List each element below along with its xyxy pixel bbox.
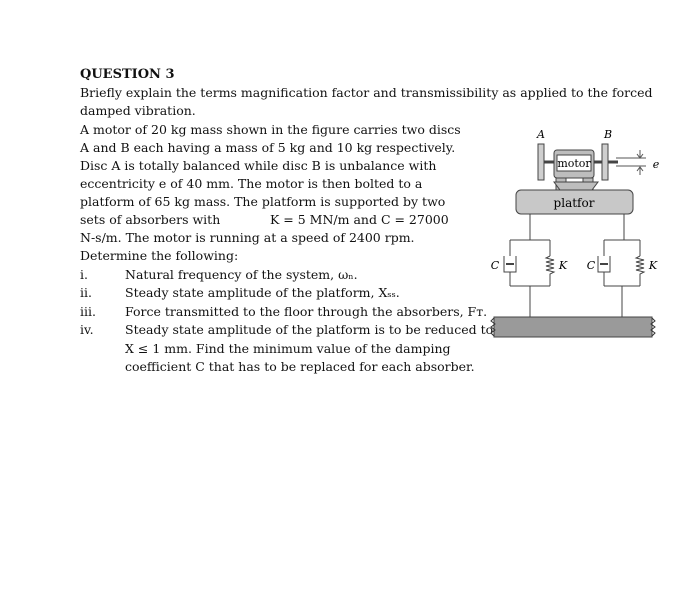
- item-4-text-2: X ≤ 1 mm. Find the minimum value of the damping: [125, 341, 451, 356]
- item-4-number: iv.: [80, 322, 94, 337]
- body-line-1: A motor of 20 kg mass shown in the figure carries two discs: [80, 122, 461, 137]
- item-4-text-1: Steady state amplitude of the platform is to be reduced to: [125, 322, 494, 337]
- item-2-text: Steady state amplitude of the platform, Xₛₛ.: [125, 285, 400, 300]
- body-line-5: platform of 65 kg mass. The platform is supported by two: [80, 194, 446, 209]
- item-2-number: ii.: [80, 285, 92, 300]
- body-line-4: eccentricity e of 40 mm. The motor is then bolted to a: [80, 176, 423, 191]
- item-1-text: Natural frequency of the system, ωₙ.: [125, 267, 358, 282]
- disc-b: [602, 128, 612, 180]
- right-spring-label: K: [648, 259, 658, 272]
- question-title: QUESTION 3: [80, 67, 175, 82]
- intro-line-2: damped vibration.: [80, 103, 196, 118]
- right-damper-label: C: [586, 259, 596, 272]
- floor: [491, 317, 655, 337]
- right-absorber: [587, 214, 658, 317]
- motor-label: motor: [557, 157, 591, 170]
- item-1-number: i.: [80, 267, 88, 282]
- disc-a: [536, 128, 545, 180]
- body-line-2: A and B each having a mass of 5 kg and 10 kg respectively.: [80, 140, 456, 155]
- body-line-3: Disc A is totally balanced while disc B is unbalance with: [80, 158, 437, 173]
- body-line-6a: sets of absorbers with: [80, 212, 221, 227]
- disc-b-label: B: [603, 128, 613, 141]
- left-damper-label: C: [490, 259, 500, 272]
- left-spring-label: K: [558, 259, 568, 272]
- item-3-text: Force transmitted to the floor through the absorbers, Fᴛ.: [125, 304, 488, 319]
- eccentricity-indicator: [616, 150, 660, 175]
- left-absorber: [491, 214, 568, 317]
- platform: [516, 190, 633, 214]
- item-3-number: iii.: [80, 304, 96, 319]
- platform-label: platfor: [553, 196, 595, 210]
- eccentricity-label: e: [652, 158, 660, 171]
- item-4-text-3: coefficient C that has to be replaced for each absorber.: [125, 359, 475, 374]
- disc-a-label: A: [537, 128, 545, 141]
- intro-line-1: Briefly explain the terms magnification factor and transmissibility as applied to the forced: [80, 85, 653, 100]
- motor: [554, 150, 594, 178]
- body-line-6b: K = 5 MN/m and C = 27000: [270, 212, 449, 227]
- body-line-8: Determine the following:: [80, 248, 239, 263]
- body-line-7: N-s/m. The motor is running at a speed of 2400 rpm.: [80, 230, 415, 245]
